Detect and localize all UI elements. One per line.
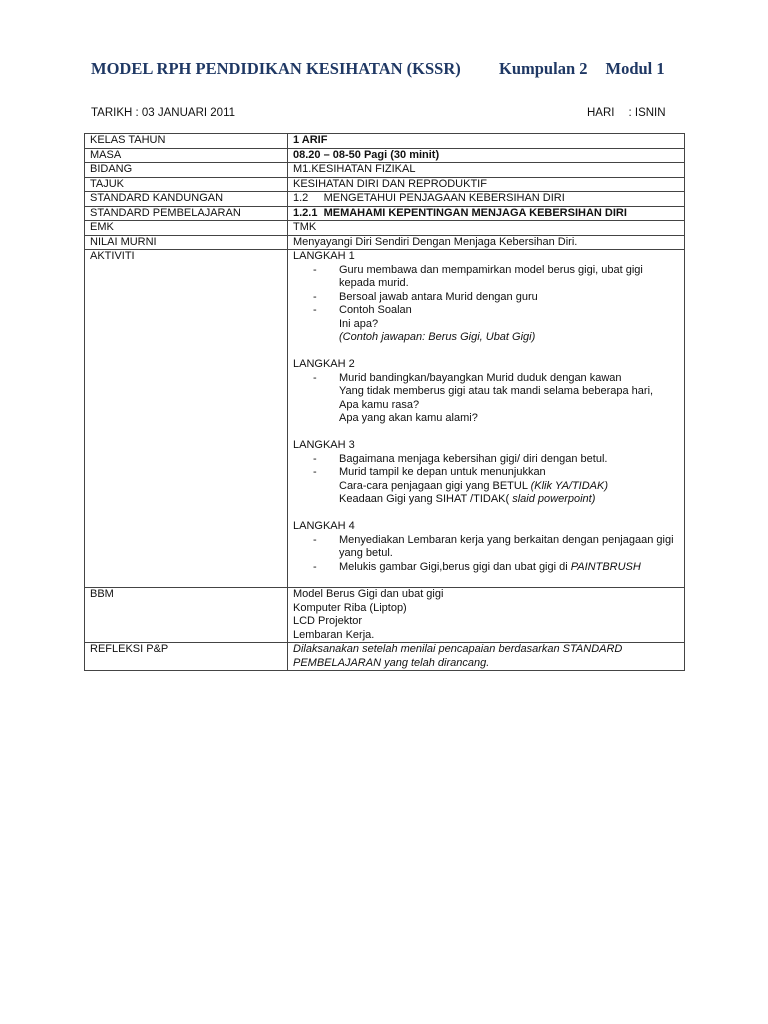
value-aktiviti <box>288 250 685 588</box>
langkah-2-list <box>293 372 679 386</box>
value-standard-pembelajaran: 1.2.1 MEMAHAMI KEPENTINGAN MENJAGA KEBERSIHAN DIRI <box>288 206 685 221</box>
bbm-item: Komputer Riba (Liptop) <box>293 601 407 614</box>
value-emk: TMK <box>288 221 685 236</box>
bbm-item: LCD Projektor <box>293 615 363 627</box>
list-item-italic: PAINTBRUSH <box>570 560 641 573</box>
langkah-2 <box>293 358 679 426</box>
row-standard-pembelajaran <box>85 206 685 221</box>
value-nilai: Menyayangi Diri Sendiri Dengan Menjaga Kebersihan Diri. <box>288 235 685 250</box>
sub-line: Apa kamu rasa? <box>339 398 420 411</box>
bbm-item: Lembaran Kerja. <box>293 628 375 641</box>
label-masa: MASA <box>85 148 288 163</box>
label-tajuk: TAJUK <box>85 177 288 192</box>
value-masa: 08.20 – 08-50 Pagi (30 minit) <box>288 148 685 163</box>
label-standard-pembelajaran: STANDARD PEMBELAJARAN <box>85 206 288 221</box>
langkah-1-title: LANGKAH 1 <box>293 250 355 262</box>
sub-line <box>293 480 679 494</box>
sub-line: Ini apa? <box>339 317 379 330</box>
row-aktiviti <box>85 250 685 588</box>
sub-line-text: Keadaan Gigi yang SIHAT /TIDAK( <box>339 493 513 505</box>
label-nilai: NILAI MURNI <box>85 235 288 250</box>
modul-label: Modul 1 <box>605 59 665 78</box>
langkah-3-title: LANGKAH 3 <box>293 439 355 451</box>
tarikh: TARIKH : 03 JANUARI 2011 <box>91 107 236 119</box>
row-tajuk <box>85 177 685 192</box>
sub-line-italic: slaid powerpoint) <box>512 493 596 505</box>
value-bidang: M1.KESIHATAN FIZIKAL <box>288 163 685 178</box>
label-emk: EMK <box>85 221 288 236</box>
list-item <box>313 561 679 575</box>
row-standard-kandungan <box>85 192 685 207</box>
label-standard-kandungan: STANDARD KANDUNGAN <box>85 192 288 207</box>
group-module <box>499 59 665 79</box>
kumpulan-label: Kumpulan 2 <box>499 59 588 78</box>
list-item: - Guru membawa dan mempamirkan model berus gigi, ubat gigi kepada murid. <box>313 264 679 291</box>
langkah-4-title: LANGKAH 4 <box>293 520 355 532</box>
langkah-3-list <box>293 453 679 480</box>
sub-line-text: Cara-cara penjagaan gigi yang BETUL <box>339 479 531 492</box>
row-kelas <box>85 134 685 149</box>
row-bbm <box>85 588 685 643</box>
value-tajuk: KESIHATAN DIRI DAN REPRODUKTIF <box>288 177 685 192</box>
langkah-2-title: LANGKAH 2 <box>293 358 355 370</box>
document-title-row <box>91 59 681 79</box>
value-kelas: 1 ARIF <box>288 134 685 149</box>
label-bidang: BIDANG <box>85 163 288 178</box>
langkah-4 <box>293 520 679 574</box>
hari <box>587 107 666 119</box>
row-masa <box>85 148 685 163</box>
list-item: - Bagaimana menjaga kebersihan gigi/ diri dengan betul. <box>313 453 679 467</box>
list-item-text: Melukis gambar Gigi,berus gigi dan ubat gigi di <box>339 560 571 573</box>
lesson-plan-table <box>84 133 685 671</box>
sub-line: Yang tidak memberus gigi atau tak mandi selama beberapa hari, <box>339 385 654 397</box>
langkah-1-list <box>293 264 679 318</box>
hari-value: : ISNIN <box>628 107 666 119</box>
sub-line <box>293 493 679 507</box>
label-refleksi: REFLEKSI P&P <box>85 643 288 671</box>
date-day-row <box>91 107 675 119</box>
row-nilai <box>85 235 685 250</box>
sub-line: (Contoh jawapan: Berus Gigi, Ubat Gigi) <box>339 331 536 343</box>
hari-label: HARI <box>587 107 615 119</box>
row-refleksi <box>85 643 685 671</box>
list-item: - Contoh Soalan <box>313 304 679 318</box>
list-item: - Murid tampil ke depan untuk menunjukkan <box>313 466 679 480</box>
label-kelas: KELAS TAHUN <box>85 134 288 149</box>
sub-line-italic: (Klik YA/TIDAK) <box>530 479 609 492</box>
value-refleksi: Dilaksanakan setelah menilai pencapaian berdasarkan STANDARD PEMBELAJARAN yang telah dirancang. <box>288 643 685 671</box>
label-bbm: BBM <box>85 588 288 643</box>
list-item: - Menyediakan Lembaran kerja yang berkaitan dengan penjagaan gigi yang betul. <box>313 534 679 561</box>
value-bbm <box>288 588 685 643</box>
langkah-1 <box>293 250 679 345</box>
list-item: - Murid bandingkan/bayangkan Murid duduk dengan kawan <box>313 372 679 386</box>
row-emk <box>85 221 685 236</box>
list-item: - Bersoal jawab antara Murid dengan guru <box>313 291 679 305</box>
bbm-item: Model Berus Gigi dan ubat gigi <box>293 588 444 600</box>
document-title: MODEL RPH PENDIDIKAN KESIHATAN (KSSR) <box>91 59 461 78</box>
sub-line: Apa yang akan kamu alami? <box>339 412 478 424</box>
row-bidang <box>85 163 685 178</box>
langkah-3 <box>293 439 679 507</box>
label-aktiviti: AKTIVITI <box>85 250 288 588</box>
value-standard-kandungan: 1.2 MENGETAHUI PENJAGAAN KEBERSIHAN DIRI <box>288 192 685 207</box>
langkah-4-list <box>293 534 679 575</box>
